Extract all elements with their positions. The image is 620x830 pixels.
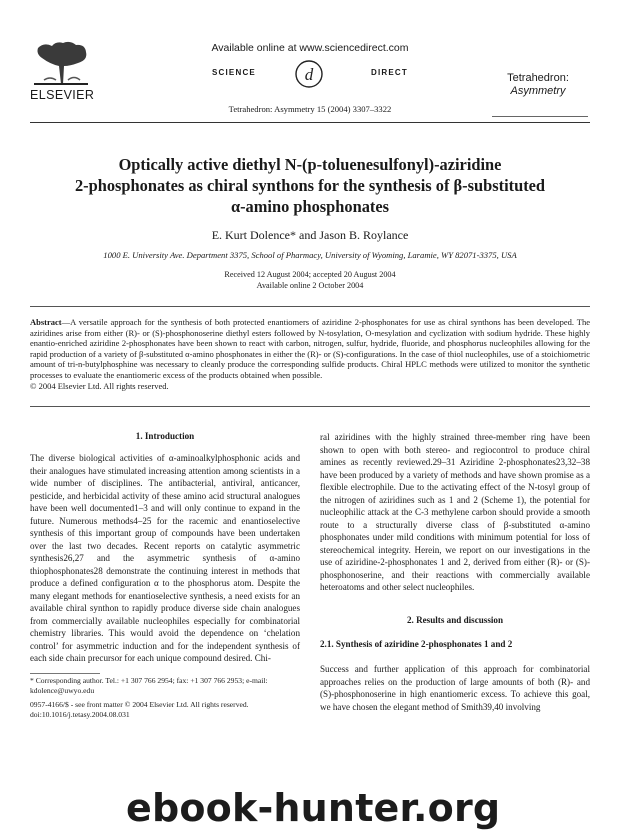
article-meta	[30, 700, 330, 720]
sd-circle-icon	[294, 59, 324, 89]
header-divider	[30, 122, 590, 123]
section-heading-results: 2. Results and discussion	[406, 615, 504, 625]
available-online-text: Available online at www.sciencedirect.com	[211, 42, 409, 54]
journal-rule	[492, 116, 588, 117]
journal-name-block	[488, 72, 588, 98]
abstract-label: Abstract	[30, 317, 62, 327]
subsection-heading: 2.1. Synthesis of aziridine 2-phosphonates 1 and 2	[320, 639, 513, 649]
sd-right-text: DIRECT	[371, 68, 408, 77]
article-history	[150, 269, 470, 291]
abstract-text: —A versatile approach for the synthesis of both protected enantiomers of aziridine 2-phosphonates for use as chiral synthons has been developed. The aziridines arise from either (R)- or (S)-phosphonoserine diethyl esters followed by N-tosylation, O-mesylation and cyclization with sodium hydride. These highly enantio-enriched aziridine 2-phosphonates have been shown to react with carbon, nitrogen, sulfur, hydride, fluoride, and phosphorus nucleophiles allowing for the rapid production of a variety of β-substituted α-amino phosphonates in either the (R)- or (S)-configurations. In the case of thiol nucleophiles, use of a stoichiometric amount of tri-n-butylphosphine was necessary to cleanly produce the corresponding sulfide products. Chiral HPLC methods were utilized to monitor the synthetic processes to evaluate the enantiomeric excess of the products obtained when possible.	[30, 317, 590, 380]
affiliation: 1000 E. University Ave. Department 3375, School of Pharmacy, University of Wyoming, Laramie, WY 82071-3375, USA	[103, 250, 517, 260]
sciencedirect-logo	[212, 58, 408, 92]
section-heading-introduction: 1. Introduction	[135, 431, 195, 441]
authors: E. Kurt Dolence* and Jason B. Roylance	[211, 228, 409, 242]
publisher-name: ELSEVIER	[30, 88, 95, 102]
abstract-bottom-rule	[30, 406, 590, 407]
sd-left-text: SCIENCE	[212, 68, 256, 77]
received-date: Received 12 August 2004; accepted 20 August 2004	[224, 270, 396, 279]
footnote-rule	[30, 673, 100, 674]
watermark: ebook-hunter.org	[126, 786, 501, 830]
journal-citation: Tetrahedron: Asymmetry 15 (2004) 3307–3322	[228, 104, 392, 114]
journal-name: Tetrahedron:	[507, 72, 569, 84]
journal-subtitle: Asymmetry	[510, 85, 566, 97]
abstract	[30, 317, 590, 391]
title-line-2: 2-phosphonates as chiral synthons for the synthesis of β-substituted	[74, 176, 546, 195]
corresponding-author-footnote: * Corresponding author. Tel.: +1 307 766 2954; fax: +1 307 766 2953; e-mail: kdolence@uwyo.edu	[30, 676, 268, 695]
right-paragraph-2: Success and further application of this approach for combinatorial approaches relies on the production of large amounts of both (R)- and (S)-phosphonoserine in high enantiomeric excess. To achieve this goal, we have chosen the elegant method of Smith39,40 involving	[320, 664, 590, 712]
article-title	[40, 154, 580, 217]
title-line-3: α-amino phosphonates	[230, 197, 390, 216]
doi-line: doi:10.1016/j.tetasy.2004.08.031	[30, 710, 130, 719]
elsevier-tree-logo	[30, 40, 92, 86]
title-line-1: Optically active diethyl N-(p-toluenesulfonyl)-aziridine	[118, 155, 502, 174]
issn-line: 0957-4166/$ - see front matter © 2004 Elsevier Ltd. All rights reserved.	[30, 700, 249, 709]
introduction-paragraph: The diverse biological activities of α-aminoalkylphosphonic acids and their analogues have stimulated increasing attention among scientists in a wide number of disciplines. The antibacterial, antiviral, anticancer, pesticide, and herbicidal activity of these amino acid structural analogues have been well documented1–3 and will only continue to expand in the future. Numerous methods4–25 for the racemic and enantioselective synthesis of this important group of compounds have been undertaken over the last two decades. Recent reports on catalytic asymmetric synthesis26,27 and the asymmetric synthesis of α-amino thiophosphonates28 demonstrate the continuing interest in methods that produce a defined configuration α to the phosphorus atom. Despite the many elegant methods for enantioselective synthesis, a need exists for an available chiral synthon to rapidly produce diverse side chain analogues from commercially available nucleophiles especially for combinatorial chemistry libraries. This would avoid the dependence on ‘chelation control’ for asymmetric induction and for the independent synthesis of each side chain precursor for each unique compound desired. Chi-	[30, 453, 300, 663]
svg-text:d: d	[304, 65, 314, 84]
available-date: Available online 2 October 2004	[256, 281, 364, 290]
abstract-top-rule	[30, 306, 590, 307]
right-paragraph-1: ral aziridines with the highly strained three-member ring have been shown to open with both stereo- and regiocontrol to produce chiral amines as recently reviewed.29–31 Aziridine 2-phosphonates23,32–38 have been produced by a variety of methods and have shown promise as a flexible electrophile. Due to the activating effect of the N-tosyl group of the nitrogen of aziridines such as 1 and 2 (Scheme 1), the potential for nucleophilic attack at the C-3 methylene carbon should provide a smooth route to a structurally diverse class of β-substituted α-amino phosphonates under mild conditions with minimum potential for loss of stereochemical integrity. Herein, we report on our investigations in the use of aziridine-2-phosphonates 1 and 2, derived from either (R)- or (S)-phosphonoserine, and their reactions with commercially available heteroatoms and other select nucleophiles.	[320, 432, 590, 592]
copyright: © 2004 Elsevier Ltd. All rights reserved.	[30, 380, 169, 391]
